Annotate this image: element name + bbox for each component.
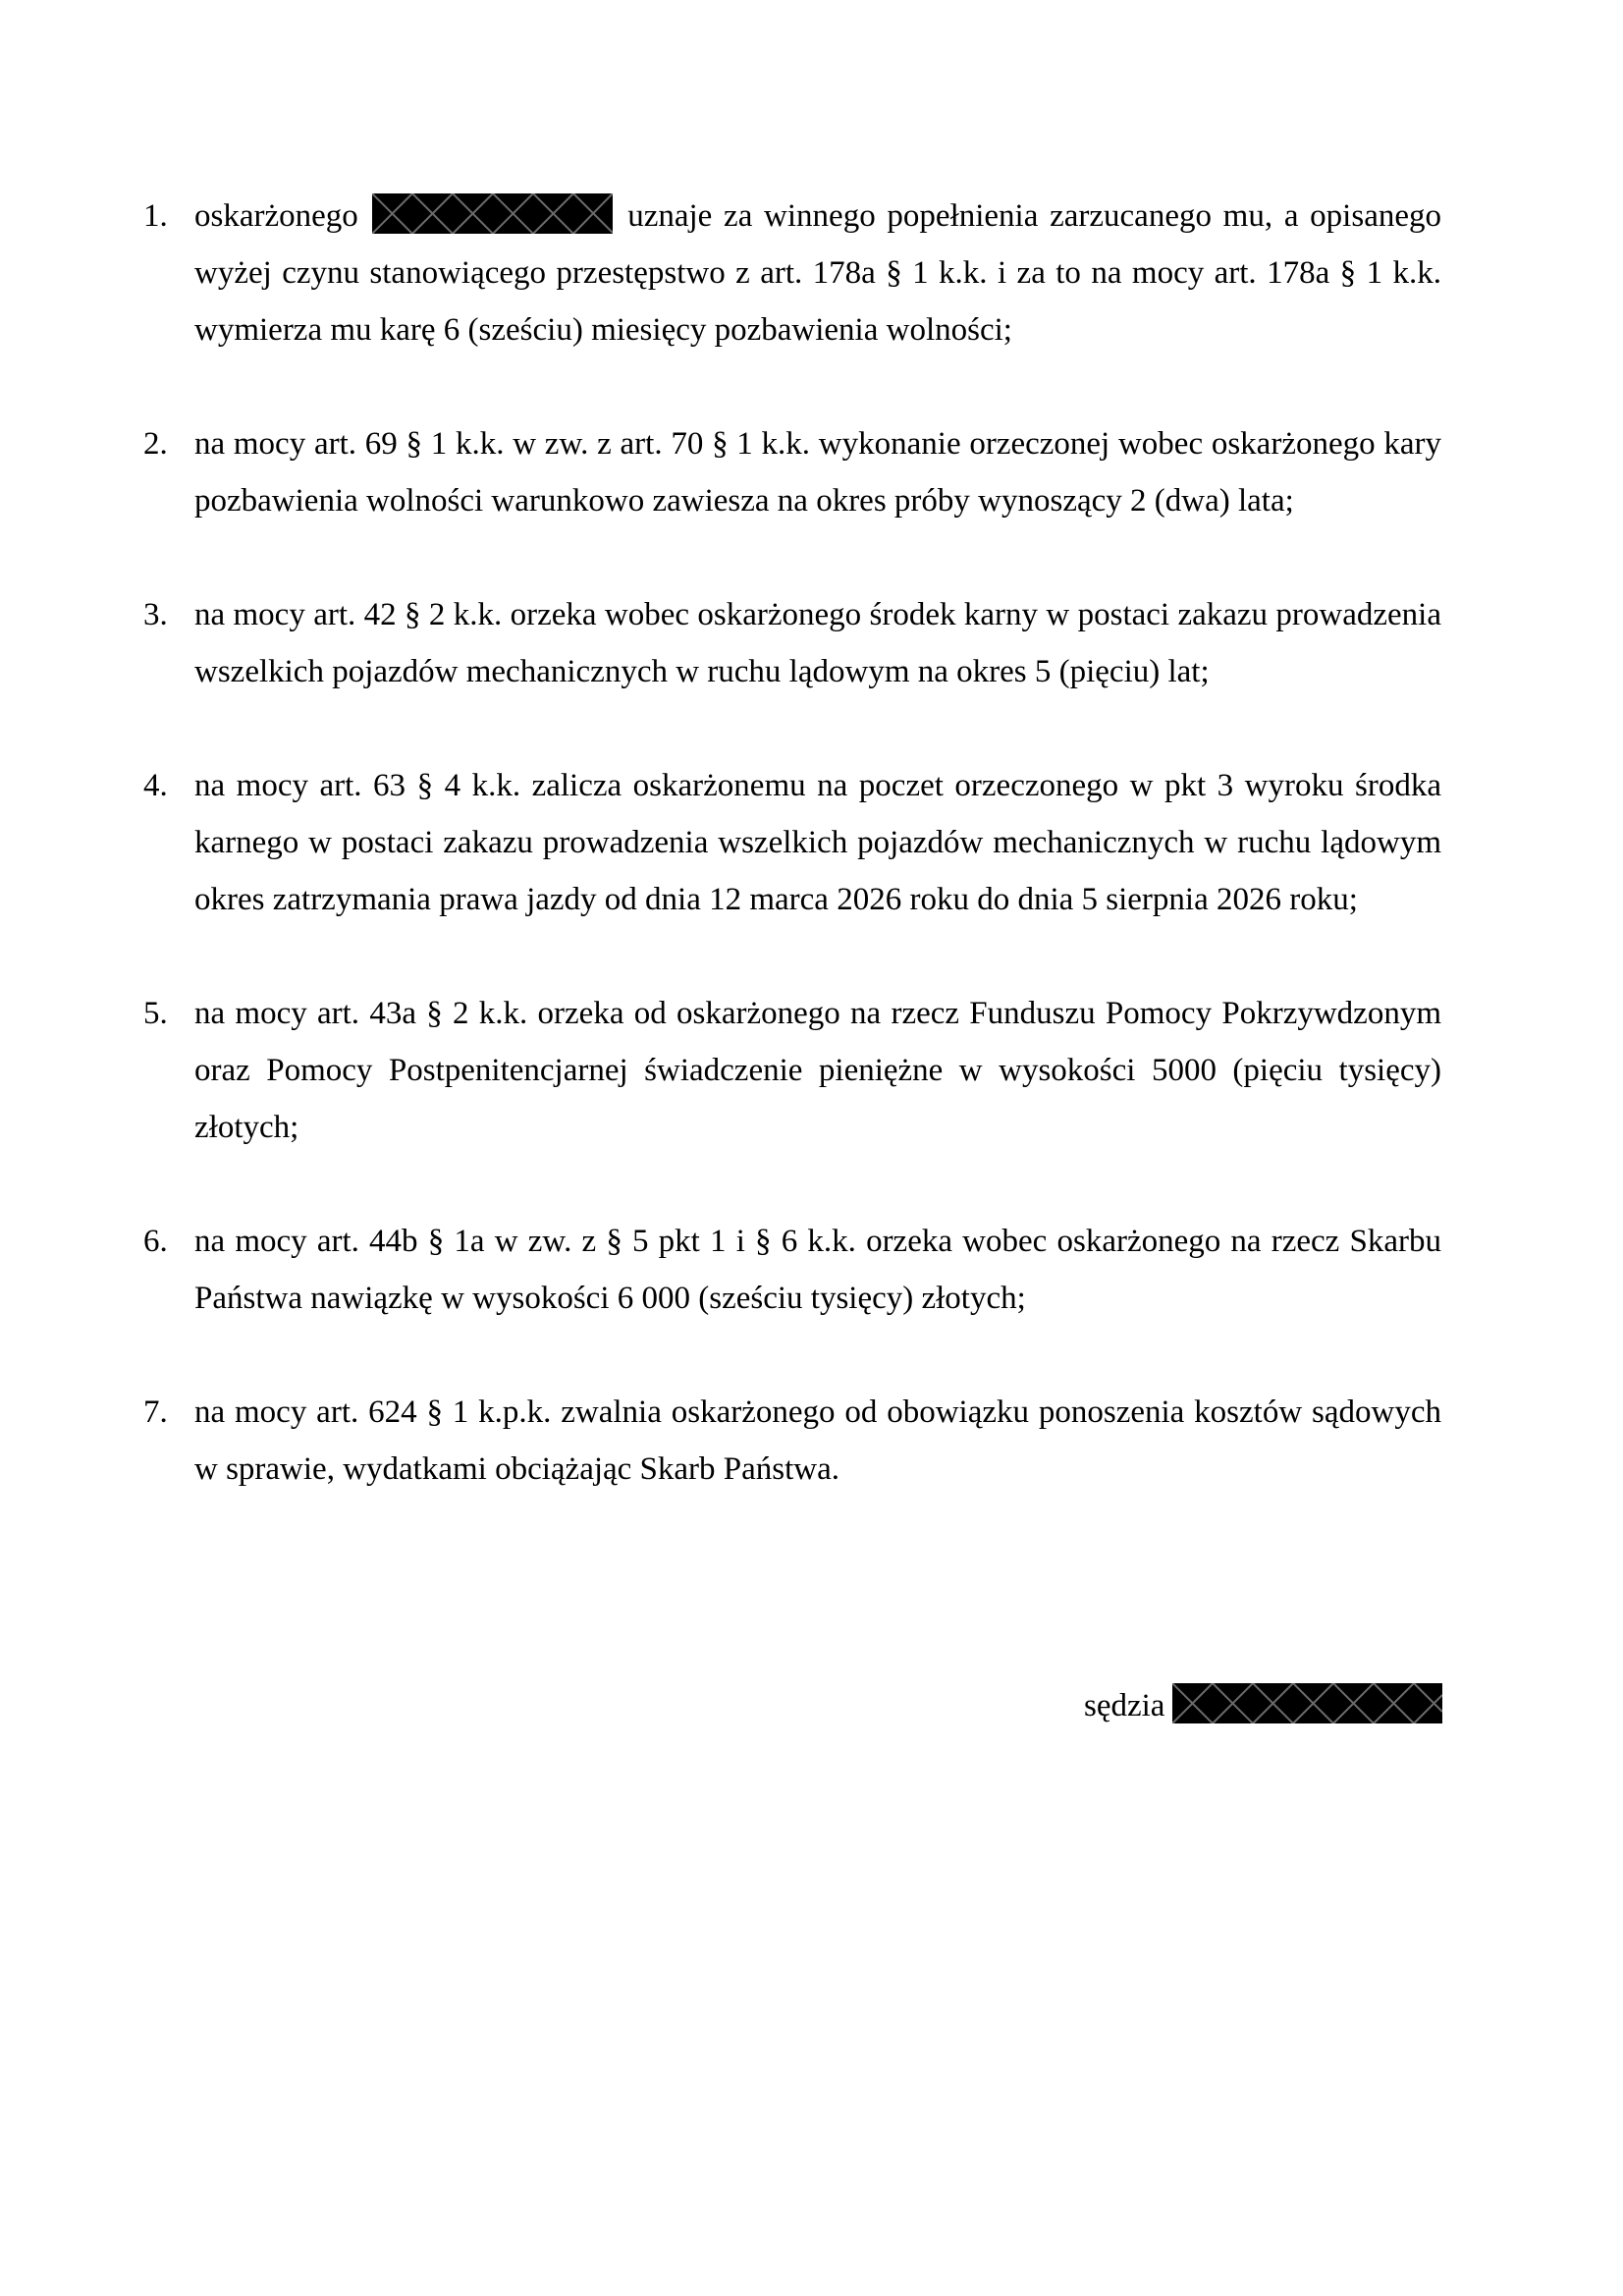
item-number: 2. — [143, 426, 168, 462]
item-text: na mocy art. 69 § 1 k.k. w zw. z art. 70 § 1 k.k. wykonanie orzeczonej wobec oskarżonego kary pozbawienia wolności warunkowo zawiesza na okres próby wynoszący 2 (dwa) lata; — [194, 426, 1441, 519]
item-text — [194, 188, 1441, 358]
item-text: na mocy art. 44b § 1a w zw. z § 5 pkt 1 i § 6 k.k. orzeka wobec oskarżonego na rzecz Skarbu Państwa nawiązkę w wysokości 6 000 (sześciu tysięcy) złotych; — [194, 1224, 1441, 1316]
verdict-item-7 — [143, 1384, 1441, 1498]
verdict-item-6 — [143, 1213, 1441, 1327]
item-number: 7. — [143, 1394, 168, 1430]
judge-signature — [1084, 1677, 1446, 1734]
verdict-item-2 — [143, 415, 1441, 529]
redaction-pattern — [372, 193, 613, 234]
redaction-block — [372, 193, 613, 234]
item-text: na mocy art. 63 § 4 k.k. zalicza oskarżonemu na poczet orzeczonego w pkt 3 wyroku środka karnego w postaci zakazu prowadzenia wszelkich pojazdów mechanicznych w ruchu lądowym okres zatrzymania prawa jazdy od dnia 12 marca 2026 roku do dnia 5 sierpnia 2026 roku; — [194, 768, 1441, 917]
item-number: 1. — [143, 198, 168, 234]
item-text: na mocy art. 624 § 1 k.p.k. zwalnia oskarżonego od obowiązku ponoszenia kosztów sądowych w sprawie, wydatkami obciążając Skarb Państwa. — [194, 1394, 1441, 1487]
item-text-before-redaction: oskarżonego — [194, 198, 370, 234]
item-text: na mocy art. 43a § 2 k.k. orzeka od oskarżonego na rzecz Funduszu Pomocy Pokrzywdzonym oraz Pomocy Postpenitencjarnej świadczenie pieniężne w wysokości 5000 (pięciu tysięcy) złotych; — [194, 996, 1441, 1145]
redaction-block — [1172, 1683, 1442, 1723]
item-text: na mocy art. 42 § 2 k.k. orzeka wobec oskarżonego środek karny w postaci zakazu prowadzenia wszelkich pojazdów mechanicznych w ruchu lądowym na okres 5 (pięciu) lat; — [194, 597, 1441, 689]
signature-label: sędzia — [1084, 1688, 1165, 1723]
verdict-item-4 — [143, 757, 1441, 928]
redaction-pattern — [1172, 1683, 1442, 1723]
verdict-item-3 — [143, 586, 1441, 700]
verdict-item-5 — [143, 985, 1441, 1156]
verdict-list — [143, 188, 1441, 1555]
item-text-after-redaction: uznaje za winnego popełnienia zarzucanego mu, a opisanego wyżej czynu stanowiącego przestępstwo z art. 178a § 1 k.k. i za to na mocy art. 178a § 1 k.k. wymierza mu karę 6 (sześciu) miesięcy pozbawienia wolności; — [194, 198, 1441, 348]
item-number: 6. — [143, 1224, 168, 1259]
verdict-item-1 — [143, 188, 1441, 358]
item-number: 5. — [143, 996, 168, 1031]
item-number: 3. — [143, 597, 168, 632]
item-number: 4. — [143, 768, 168, 803]
